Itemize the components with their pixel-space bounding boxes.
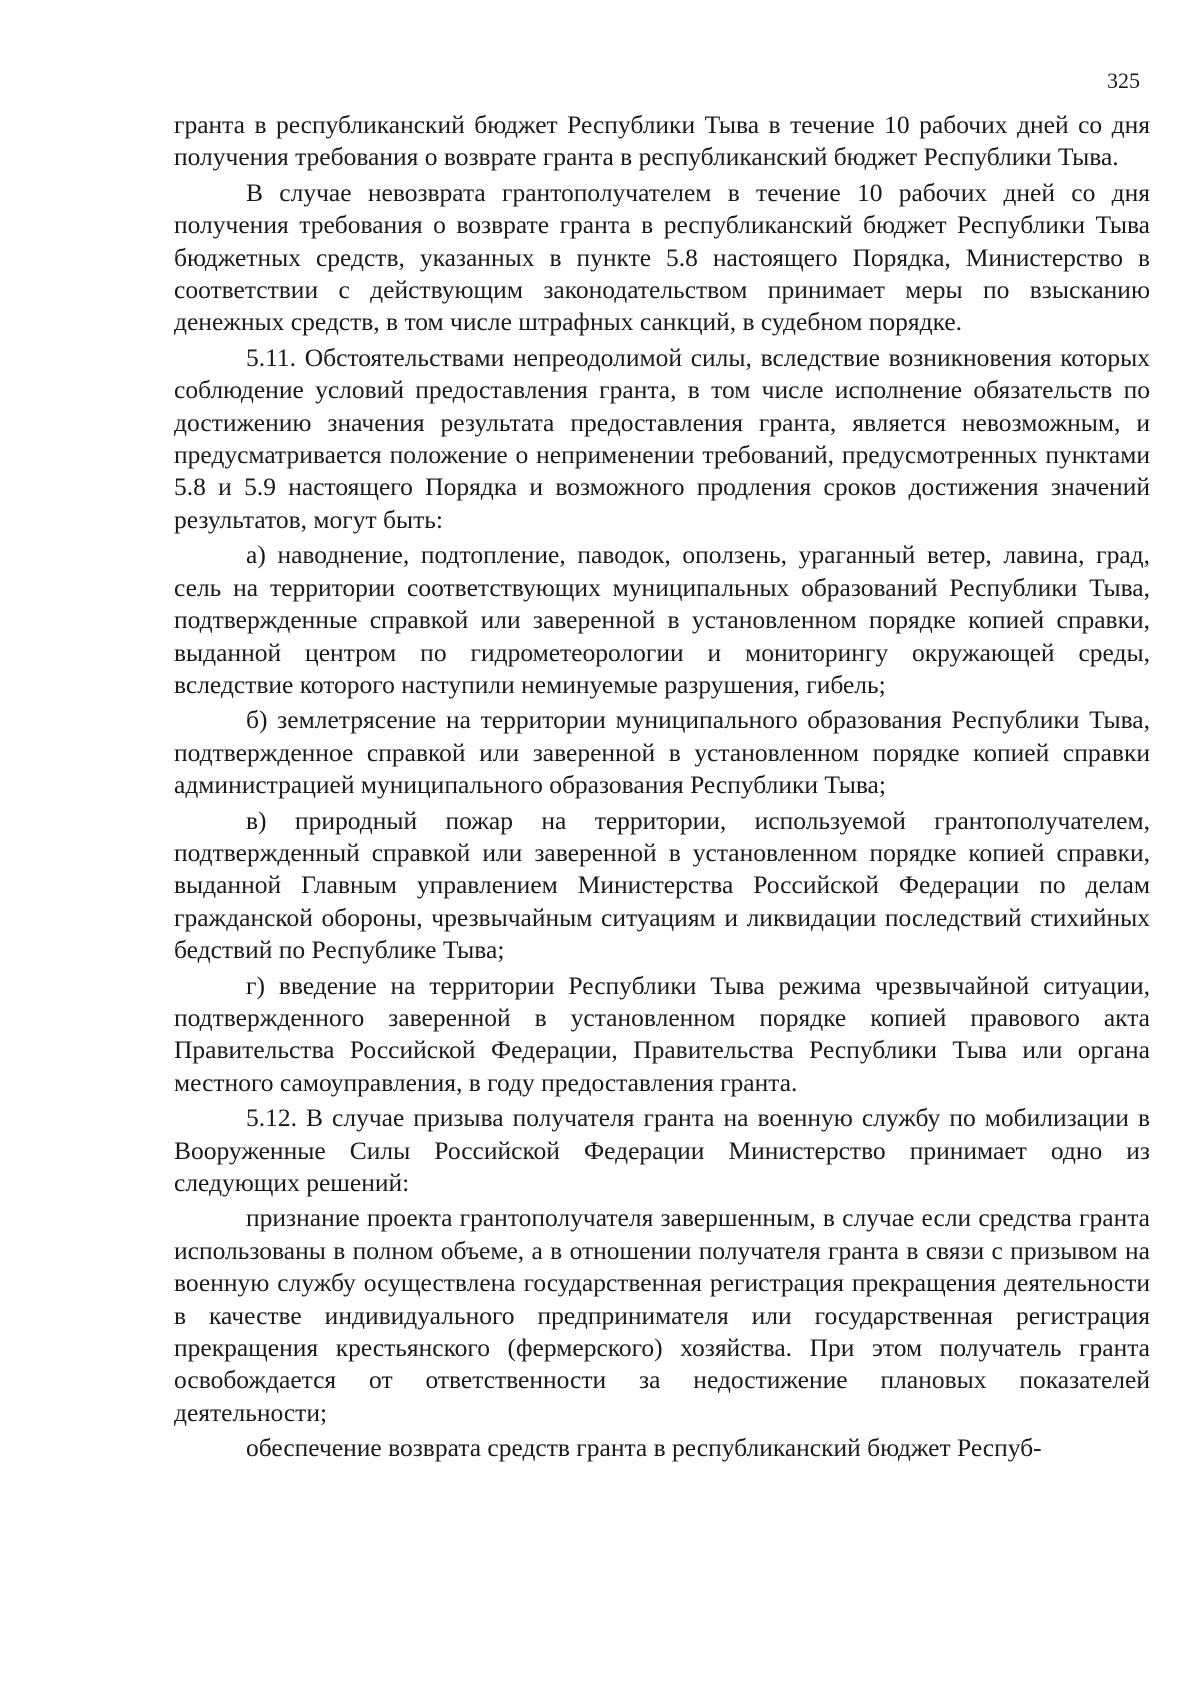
paragraph-nonreturn-case: В случае невозврата грантополучателем в течение 10 рабочих дней со дня получения требования о возврате гранта в республиканский бюджет Республики Тыва бюджетных средств, указанных в пункте 5.8 настоящего Порядка, Министерство в соответствии с действующим законодательством принимает меры по взысканию денежных средств, в том числе штрафных санкций, в судебном порядке. (174, 177, 1150, 337)
list-item-g: г) введение на территории Республики Тыва режима чрезвычайной ситуации, подтвержденного заверенной в установленном порядке копией правового акта Правительства Российской Федерации, Правительства Республики Тыва или органа местного самоуправления, в году предоставления гранта. (174, 970, 1150, 1097)
list-item-v: в) природный пожар на территории, используемой грантополучателем, подтвержденный справкой или заверенной в установленном порядке копией справки, выданной Главным управлением Министерства Российской Федерации по делам гражданской обороны, чрезвычайным ситуациям и ликвидации последствий стихийных бедствий по Республике Тыва; (174, 805, 1150, 965)
page-number: 325 (1107, 68, 1140, 93)
paragraph-5-11: 5.11. Обстоятельствами непреодолимой силы, вследствие возникновения которых соблюдение условий предоставления гранта, в том числе исполнение обязательств по достижению значения результата предоставления гранта, является невозможным, и предусматривается положение о неприменении требований, предусмотренных пунктами 5.8 и 5.9 настоящего Порядка и возможного продления сроков достижения значений результатов, могут быть: (174, 342, 1150, 534)
paragraph-5-12: 5.12. В случае призыва получателя гранта на военную службу по мобилизации в Вооруженные Силы Российской Федерации Министерство принимает одно из следующих решений: (174, 1103, 1150, 1197)
list-item-a: а) наводнение, подтопление, паводок, оползень, ураганный ветер, лавина, град, сель на территории соответствующих муниципальных образований Республики Тыва, подтвержденные справкой или заверенной в установленном порядке копией справки, выданной центром по гидрометеорологии и мониторингу окружающей среды, вследствие которого наступили неминуемые разрушения, гибель; (174, 540, 1150, 699)
decision-option-return: обеспечение возврата средств гранта в республиканский бюджет Респуб- (246, 1433, 1042, 1463)
decision-option-completion: признание проекта грантополучателя завершенным, в случае если средства гранта использованы в полном объеме, а в отношении получателя гранта в связи с призывом на военную службу осуществлена государственная регистрация прекращения деятельности в качестве индивидуального предпринимателя или государственная регистрация прекращения крестьянского (фермерского) хозяйства. При этом получатель гранта освобождается от ответственности за недостижение плановых показателей деятельности; (174, 1203, 1150, 1427)
paragraph-continuation: гранта в республиканский бюджет Республики Тыва в течение 10 рабочих дней со дня получения требования о возврате гранта в республиканский бюджет Республики Тыва. (174, 110, 1150, 172)
list-item-b: б) землетрясение на территории муниципального образования Республики Тыва, подтвержденное справкой или заверенной в установленном порядке копией справки администрацией муниципального образования Республики Тыва; (174, 705, 1150, 800)
document-body (174, 109, 1150, 1468)
